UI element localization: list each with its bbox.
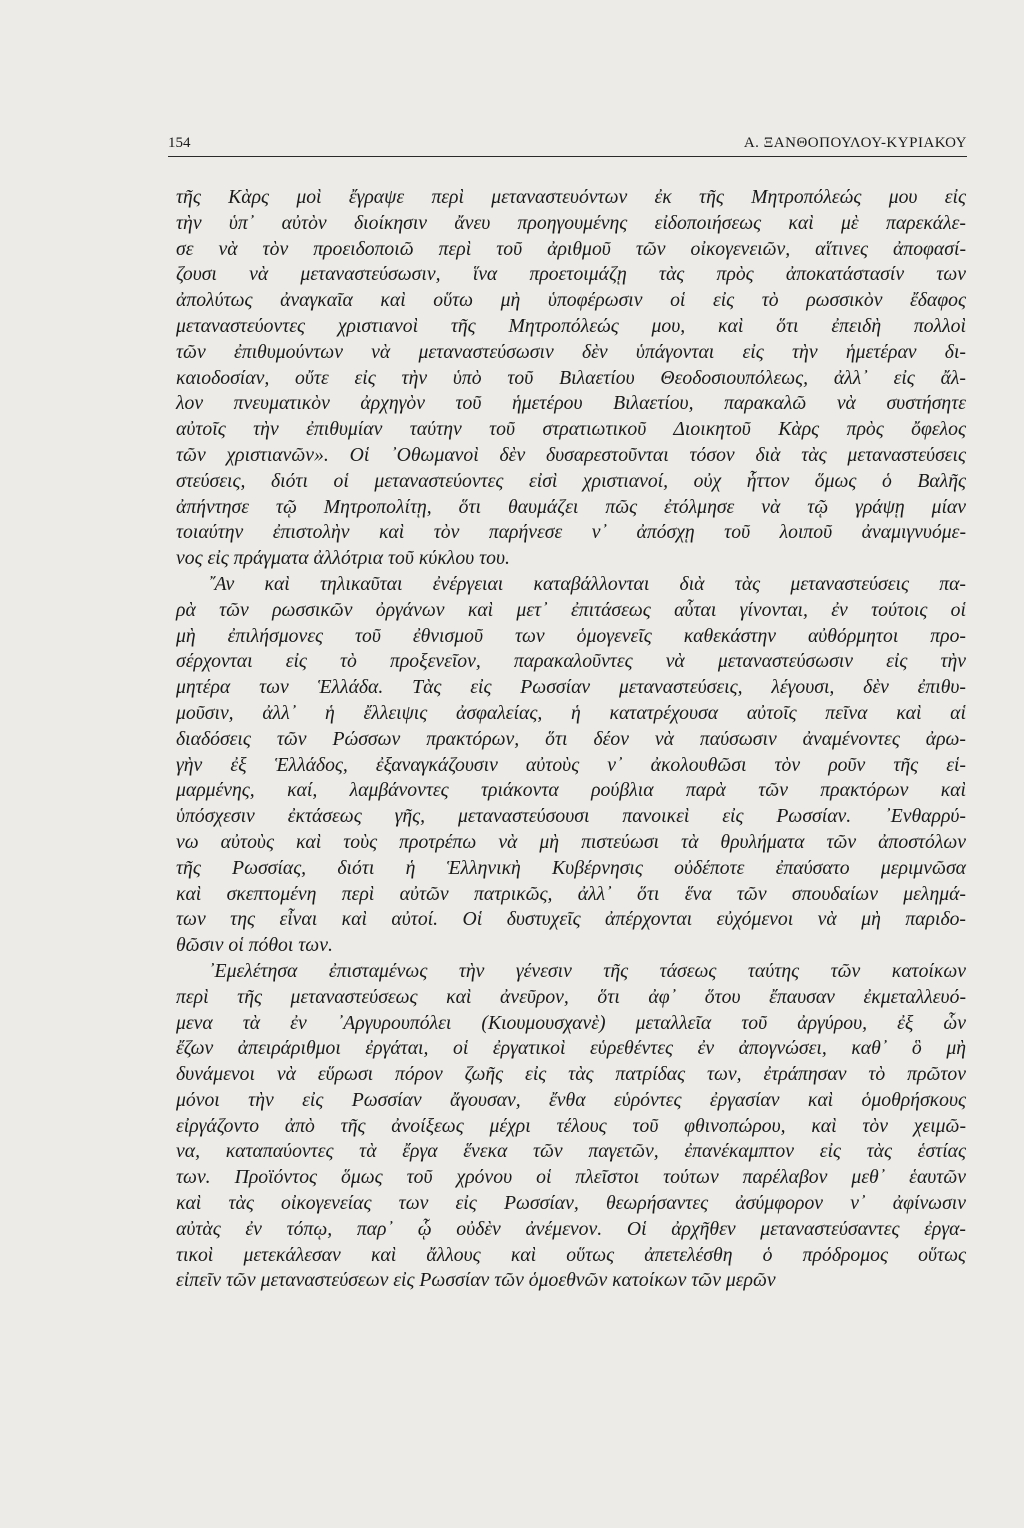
text-line: να, καταπαύοντες τὰ ἔργα ἕνεκα τῶν παγετῶν, ἐπανέκαμπτον εἰς τὰς ἑστίας	[176, 1140, 966, 1163]
text-line: ὑπόσχεσιν ἐκτάσεως γῆς, μεταναστεύσουσι πανοικεὶ εἰς Ρωσσίαν. ᾽Ενθαρρύ-	[176, 805, 966, 828]
text-line: εἰργάζοντο ἀπὸ τῆς ἀνοίξεως μέχρι τέλους τοῦ φθινοπώρου, καὶ τὸν χειμῶ-	[176, 1114, 966, 1137]
text-line: ἔζων ἀπειράριθμοι ἐργάται, οἱ ἐργατικοὶ εὑρεθέντες ἐν ἀπογνώσει, καθ᾽ ὃ μὴ	[176, 1037, 966, 1060]
text-line: ᾽Εμελέτησα ἐπισταμένως τὴν γένεσιν τῆς τάσεως ταύτης τῶν κατοίκων	[208, 959, 966, 982]
text-line: των της εἶναι καὶ αὐτοί. Οἱ δυστυχεῖς ἀπέρχονται εὐχόμενοι νὰ μὴ παριδο-	[176, 908, 966, 931]
text-line: των. Προϊόντος ὅμως τοῦ χρόνου οἱ πλεῖστοι τούτων παρέλαβον μεθ᾽ ἑαυτῶν	[176, 1166, 966, 1189]
page-number: 154	[168, 135, 191, 151]
text-line: τῶν χριστιανῶν». Οἱ ᾽Οθωμανοὶ δὲν δυσαρεστοῦνται τόσον διὰ τὰς μεταναστεύσεις	[176, 443, 966, 466]
header-rule	[168, 156, 967, 157]
text-line: καιοδοσίαν, οὔτε εἰς τὴν ὑπὸ τοῦ Βιλαετίου Θεοδοσιουπόλεως, ἀλλ᾽ εἰς ἄλ-	[176, 366, 966, 389]
text-line: αὐτὰς ἐν τόπῳ, παρ᾽ ᾧ οὐδὲν ἀνέμενον. Οἱ ἀρχῆθεν μεταναστεύσαντες ἐργα-	[176, 1217, 966, 1240]
text-line: καὶ τὰς οἰκογενείας των εἰς Ρωσσίαν, θεωρήσαντες ἀσύμφορον ν᾽ ἀφίνωσιν	[176, 1192, 966, 1215]
text-line: μοῦσιν, ἀλλ᾽ ἡ ἔλλειψις ἀσφαλείας, ἡ κατατρέχουσα αὐτοῖς πεῖνα καὶ αἱ	[176, 701, 966, 724]
text-line: τοιαύτην ἐπιστολὴν καὶ τὸν παρήνεσε ν᾽ ἀπόσχῃ τοῦ λοιποῦ ἀναμιγνυόμε-	[176, 521, 966, 544]
text-line: περὶ τῆς μεταναστεύσεως καὶ ἀνεῦρον, ὅτι ἀφ᾽ ὅτου ἔπαυσαν ἐκμεταλλευό-	[176, 985, 966, 1008]
text-line: μεταναστεύοντες χριστιανοὶ τῆς Μητροπόλεώς μου, καὶ ὅτι ἐπειδὴ πολλοὶ	[176, 314, 966, 337]
page-header	[168, 132, 967, 156]
text-line: ἀπολύτως ἀναγκαῖα καὶ οὕτω μὴ ὑποφέρωσιν οἱ εἰς τὸ ρωσσικὸν ἔδαφος	[176, 289, 966, 312]
text-line: τικοὶ μετεκάλεσαν καὶ ἄλλους καὶ οὕτως ἀπετελέσθη ὁ πρόδρομος οὕτως	[176, 1243, 966, 1266]
text-line: τῆς Κὰρς μοὶ ἔγραψε περὶ μεταναστευόντων ἐκ τῆς Μητροπόλεώς μου εἰς	[176, 186, 966, 208]
paragraph	[176, 959, 966, 1294]
text-line: νω αὐτοὺς καὶ τοὺς προτρέπω νὰ μὴ πιστεύωσι τὰ θρυλήματα τῶν ἀποστόλων	[176, 830, 966, 853]
text-line: μὴ ἐπιλήσμονες τοῦ ἐθνισμοῦ των ὁμογενεῖς καθεκάστην αὐθόρμητοι προ-	[176, 624, 966, 647]
text-line: λον πνευματικὸν ἀρχηγὸν τοῦ ἡμετέρου Βιλαετίου, παρακαλῶ νὰ συστήσητε	[176, 392, 966, 415]
running-head-author: Α. ΞΑΝΘΟΠΟΥΛΟΥ-ΚΥΡΙΑΚΟΥ	[743, 135, 967, 151]
paragraph	[176, 185, 966, 572]
text-line: νος εἰς πράγματα ἀλλότρια τοῦ κύκλου του.	[176, 547, 510, 570]
text-line: τὴν ὑπ᾽ αὐτὸν διοίκησιν ἄνευ προηγουμένης εἰδοποιήσεως καὶ μὲ παρεκάλε-	[176, 211, 966, 234]
text-line: τῆς Ρωσσίας, διότι ἡ Ἑλληνικὴ Κυβέρνησις οὐδέποτε ἐπαύσατο μεριμνῶσα	[176, 856, 966, 879]
text-line: ῎Αν καὶ τηλικαῦται ἐνέργειαι καταβάλλονται διὰ τὰς μεταναστεύσεις πα-	[208, 572, 966, 595]
text-line: διαδόσεις τῶν Ρώσσων πρακτόρων, ὅτι δέον νὰ παύσωσιν ἀναμένοντες ἀρω-	[176, 727, 966, 750]
text-line: δυνάμενοι νὰ εὕρωσι πόρον ζωῆς εἰς τὰς πατρίδας των, ἐτράπησαν τὸ πρῶτον	[176, 1063, 966, 1086]
text-line: καὶ σκεπτομένη περὶ αὐτῶν πατρικῶς, ἀλλ᾽ ὅτι ἕνα τῶν σπουδαίων μελημά-	[176, 882, 966, 905]
text-line: θῶσιν οἱ πόθοι των.	[176, 934, 333, 957]
body-text	[176, 185, 966, 1294]
text-line: μόνοι τὴν εἰς Ρωσσίαν ἄγουσαν, ἔνθα εὑρόντες ἐργασίαν καὶ ὁμοθρήσκους	[176, 1088, 966, 1111]
text-line: αὐτοῖς τὴν ἐπιθυμίαν ταύτην τοῦ στρατιωτικοῦ Διοικητοῦ Κὰρς πρὸς ὄφελος	[176, 418, 966, 441]
text-line: ρὰ τῶν ρωσσικῶν ὀργάνων καὶ μετ᾽ ἐπιτάσεως αὗται γίνονται, ἐν τούτοις οἱ	[176, 598, 966, 621]
text-line: μητέρα των Ἑλλάδα. Τὰς εἰς Ρωσσίαν μεταναστεύσεις, λέγουσι, δὲν ἐπιθυ-	[176, 676, 966, 699]
text-line: γὴν ἐξ Ἑλλάδος, ἐξαναγκάζουσιν αὐτοὺς ν᾽ ἀκολουθῶσι τὸν ροῦν τῆς εἱ-	[176, 753, 966, 776]
text-line: σε νὰ τὸν προειδοποιῶ περὶ τοῦ ἀριθμοῦ τῶν οἰκογενειῶν, αἵτινες ἀποφασί-	[176, 237, 966, 260]
text-line: εἰπεῖν τῶν μεταναστεύσεων εἰς Ρωσσίαν τῶν ὁμοεθνῶν κατοίκων τῶν μερῶν	[176, 1269, 776, 1292]
text-line: ἀπήντησε τῷ Μητροπολίτῃ, ὅτι θαυμάζει πῶς ἐτόλμησε νὰ τῷ γράψῃ μίαν	[176, 495, 966, 518]
text-line: στεύσεις, διότι οἱ μεταναστεύοντες εἰσὶ χριστιανοί, οὐχ ἧττον ὅμως ὁ Βαλῆς	[176, 469, 966, 492]
paragraph	[176, 572, 966, 959]
text-line: σέρχονται εἰς τὸ προξενεῖον, παρακαλοῦντες νὰ μεταναστεύσωσιν εἰς τὴν	[176, 650, 966, 673]
text-line: μαρμένης, καί, λαμβάνοντες τριάκοντα ρούβλια παρὰ τῶν πρακτόρων καὶ	[176, 779, 966, 802]
text-line: μενα τὰ ἐν ᾽Αργυρουπόλει (Κιουμουσχανὲ) μεταλλεῖα τοῦ ἀργύρου, ἐξ ὧν	[176, 1011, 966, 1034]
text-line: τῶν ἐπιθυμούντων νὰ μεταναστεύσωσιν δὲν ὑπάγονται εἰς τὴν ἡμετέραν δι-	[176, 340, 966, 363]
text-line: ζουσι νὰ μεταναστεύσωσιν, ἵνα προετοιμάζῃ τὰς πρὸς ἀποκατάστασίν των	[176, 263, 966, 286]
